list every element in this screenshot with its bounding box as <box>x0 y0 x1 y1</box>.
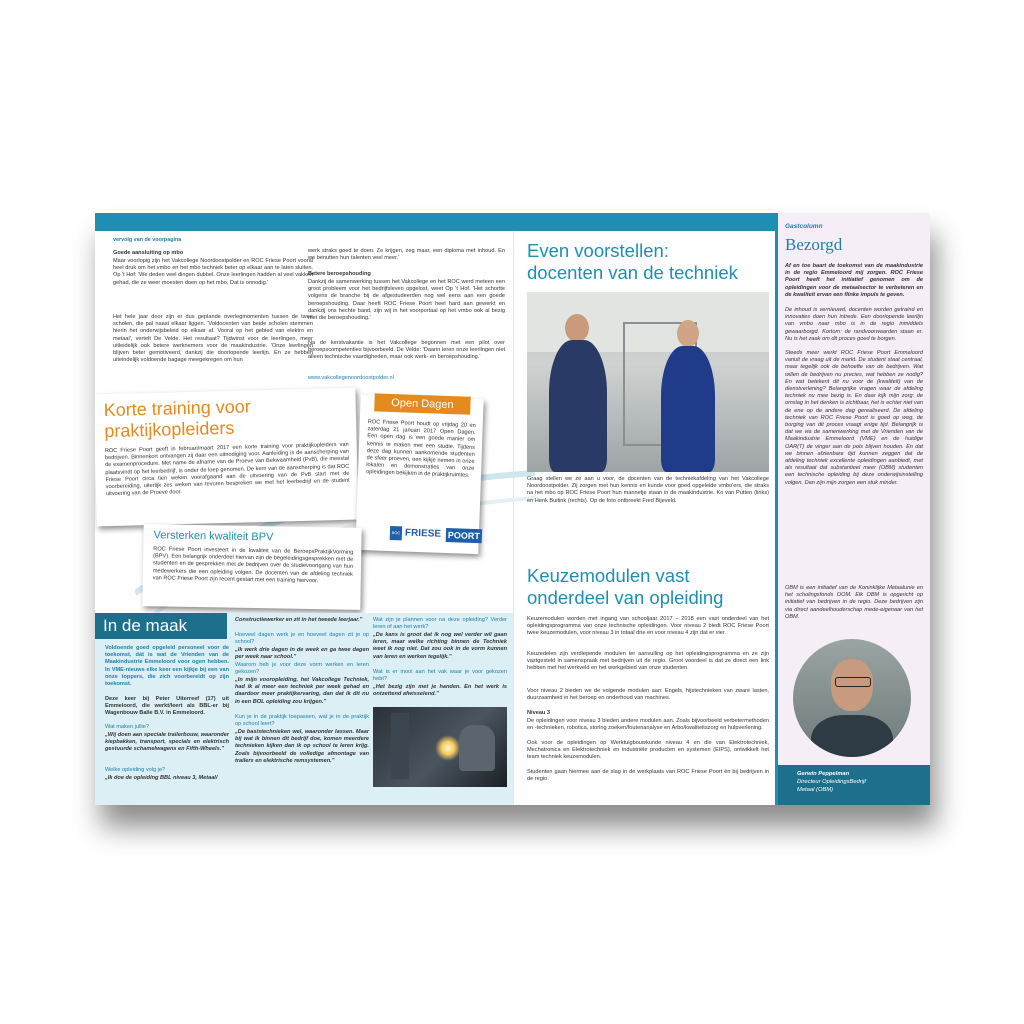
versterken-bpv-card <box>142 524 361 610</box>
keuze-title-line2: onderdeel van opleiding <box>527 587 724 608</box>
korte-title-line2: praktijkopleiders <box>104 417 235 442</box>
logo-friese-text: FRIESE <box>404 527 442 540</box>
answer-2: „Ik doe de opleiding BBL niveau 3, Metaal/ <box>105 775 218 781</box>
author-role-line2: Metaal (OBM) <box>797 787 834 793</box>
guest-intro: Af en toe baart de toekomst van de maakindustrie in de regio Emmeloord mij zorgen. ROC Friese Poort heeft het initiatief genomen om de opleidingen voor de metaalsector te verbeteren en de kwaliteit ervan een flinke impuls te geven. <box>785 263 923 298</box>
col1-heading: Goede aansluiting op mbo <box>113 250 184 256</box>
teacher-right-head <box>677 320 699 347</box>
teacher-right-body <box>661 346 715 472</box>
versterken-body: ROC Friese Poort investeert in de kwaliteit van de BeroepsPraktijkVorming (BPV). Een belangrijk onderdeel hiervan zijn de begeleidingsgesprekken met de studenten en de gesprekken met de bedrijven over de studievoortgang van hun medewerkers die een opleiding volgen. De docenten van de afdeling techniek van ROC Friese Poort zijn recent gestart met een training hiervoor. <box>152 546 354 584</box>
guest-title: Bezorgd <box>785 235 843 254</box>
col2-paragraph-1: werk straks goed te doen. Ze krijgen, zeg maar, een diploma met inhoud. En we benutten hun talenten veel meer.' <box>308 248 505 262</box>
author-glasses <box>835 677 871 687</box>
c2-answer-3: „De basistechnieken wel, waaronder lassen. Maar bij wat ik binnen dit bedrijf doe, komen meerdere technieken kijken dan ik op school te leren krijg. Zoals bijvoorbeeld de volledige afmontage van trailers en elektrische remsystemen." <box>235 729 369 764</box>
logo-poort-text: POORT <box>446 528 482 543</box>
c2-question-2: Waarom heb je voor deze vorm werken en leren gekozen? <box>235 662 369 676</box>
continued-label: vervolg van de voorpagina <box>113 237 182 243</box>
question-2: Welke opleiding volg je? <box>105 767 166 773</box>
keuze-paragraph-1: Keuzemodulen worden met ingang van schooljaar 2017 – 2018 een vast onderdeel van het opleidingsprogramma van onze technische opleidingen. Voor niveau 2 biedt ROC Friese Poort twee keuzemodulen, voor niveau 3 in totaal drie en voor niveau 4 zijn dat er vier. <box>527 616 769 637</box>
korte-training-card <box>95 388 359 527</box>
question-1: Wat maken jullie? <box>105 724 149 730</box>
c3-answer-2: „Het bezig zijn met je handen. En het werk is ontzettend afwisselend." <box>373 684 507 698</box>
author-shoulders <box>811 715 893 757</box>
welding-spark <box>435 735 461 761</box>
guest-kicker: Gastcolumn <box>785 223 823 230</box>
keuze-title-line1: Keuzemodulen vast <box>527 565 690 586</box>
c2-answer-0: Constructiewerker en zit in het tweede leerjaar." <box>235 617 363 623</box>
c2-answer-1: „Ik werk drie dagen in de week en ga twee dagen per week naar school." <box>235 647 369 661</box>
teacher-left-head <box>565 314 589 342</box>
guest-paragraph-3: Steeds meer werkt ROC Friese Poort Emmeloord vanuit de vraag uit de markt. De student staat centraal, maar tegelijk ook de behoefte van de bedrijven. Wat willen de bedrijven nu precies, wat hebben ze nodig? En wat betekent dit nu voor de (kwaliteit) van de dienstverlening? Belangrijke vragen waar de afdeling techniek nu mee bezig is. En daar kijk mijn zorg: de omslag in het denken is zichtbaar, het is echter niet van de ene op de andere dag gerealiseerd. De afdeling techniek van ROC Friese Poort is goed op weg, de borging van dit proces vraagt enige tijd. Belangrijk is dat we via de samenwerking met de Vrienden van de Maakindustrie Emmeloord (VME) en de huidige OAR(T) de vinger aan de pols blijven houden. En dat we binnen afzienbare tijd kunnen zeggen dat de afdeling techniek excellente opleidingen aanbiedt, met als resultaat dat substantieel meer (OBM) studenten een technische opleiding bij deze onderwijsinstelling volgen. Dan zijn mijn zorgen een stuk minder. <box>785 350 923 486</box>
website-link[interactable]: www.vakcollegenoordoostpolder.nl <box>308 375 394 381</box>
author-portrait <box>793 639 911 757</box>
open-dagen-card <box>355 395 483 554</box>
keuze-paragraph-3: Voor niveau 2 bieden we de volgende modulen aan: Engels, hijstechnieken van zware lasten, duurzaamheid in het beroep en onderhoud van machines. <box>527 688 769 702</box>
teachers-photo <box>527 292 769 472</box>
keuze-heading-niveau3: Niveau 3 <box>527 710 551 716</box>
col2-paragraph-3: Na de kerstvakantie is het Vakcollege begonnen met een pilot over beroepscompetenties bijvoorbeeld. De Velde: 'Daarin leren onze leerlingen niet alleen technische vaardigheden, maar ook werk- en beroepshouding.' <box>308 340 505 361</box>
author-role-line1: Directeur OpleidingsBedrijf <box>797 779 866 785</box>
col1-paragraph-1: Maar voorlopig zijn het Vakcollege Noordoostpolder en ROC Friese Poort vooral heel druk om het vmbo en het mbo techniek beter op elkaar aan te laten sluiten. Op 't Hof: 'We deden veel dingen dubbel. Onze leerlingen hadden al veel vakken gehad, die ze weer moesten doen op het mbo. Dat is onnodig.' <box>113 258 313 286</box>
c3-question-1: Wat zijn je plannen voor na deze opleiding? Verder leren of aan het werk? <box>373 617 507 631</box>
voorstellen-title-line1: Even voorstellen: <box>527 240 669 261</box>
guest-column-divider <box>775 213 778 805</box>
korte-body: ROC Friese Poort geeft in februari/maart 2017 een korte training voor praktijkopleiders van bedrijven. Binnenkort ontvangen zij daar een uitnodiging voor. Aanleiding is de aanscherping van de examenprocedure. Met name de afname van de Proeve van Bekwaamheid (PvB), die meestal plaatsvindt op het leerbedrijf, is onder de loep genomen. De kern van de aanscherping is dat ROC Friese Poort circa tien weken voorafgaand aan de uitvoering van de PvB start met de voorbereiding, uiterlijk zes weken van tevoren bespreken we met het leerbedrijf en de student uitvoering van de Proeve door. <box>104 441 350 498</box>
voorstellen-title-line2: docenten van de techniek <box>527 262 738 283</box>
keuze-paragraph-5: Ook voor de opleidingen op Werktuigbouwkunde niveau 4 en die van Elektrotechniek, Mechatronica en Elektrotechniek en industriële producten en systemen (EIPS), ontwikkelt het team techniek keuzemodulen. <box>527 740 769 761</box>
versterken-title: Versterken kwaliteit BPV <box>153 529 274 544</box>
guest-paragraph-2: De inhoud is vernieuwd, docenten worden getraind en innovaties doen hun intrede. Een doorlopende leerlijn van vmbo naar mbo is in de regio inmiddels gewaarborgd. Kortom: de randvoorwaarden staan er. Nu is het zaak om dit proces goed te borgen. <box>785 307 923 342</box>
in-de-maak-title: In de maak <box>103 616 188 635</box>
welding-machine-shape <box>391 713 409 779</box>
col2-paragraph-2: Dankzij de samenwerking tussen het Vakcollege en het ROC werd meteen een groot probleem voor het bedrijfsleven opgelost, weet Op 't Hof. 'Het schortte volgens de branche bij de afgestudeerden nog wel eens aan een goede beroepshouding. Daar heeft ROC Friese Poort heel hard aan gewerkt en dankzij ons hechte band, zijn wij in het voorportaal op het vmbo ook al bezig met die beroepshouding.' <box>308 279 505 322</box>
open-dagen-title: Open Dagen <box>374 393 471 414</box>
c2-question-1: Hoeveel dagen werk je en hoeveel dagen zit je op school? <box>235 632 369 646</box>
open-dagen-body: ROC Friese Poort houdt op vrijdag 20 en zaterdag 21 januari 2017 Open Dagen. Een open dag is een goede manier om kennis te maken met een studie. Tijdens deze dag kunnen aankomende studenten de sfeer proeven, een kijkje nemen in onze lokalen en demonstraties van onze opleidingen bekijken in de praktijkruimtes. <box>365 419 476 480</box>
c2-answer-2: „In mijn vooropleiding, het Vakcollege Techniek, had ik al meer een techniek per week gehad en daardoor meer praktijkervaring, dan dat ik dit nu in een BOL opleiding zou krijgen." <box>235 677 369 705</box>
teachers-caption: Graag stellen we ze aan u voor, de docenten van de techniekafdeling van het Vakcollege Noordoostpolder. Zij zorgen met hun kennis en kunde voor goed opgeleide vmbo'ers, die straks na het mbo op ROC Friese Poort hun mannetje staan in de maakindustrie. Ko van Putten (links) en Henk Buitink (rechts). Op de foto ontbreekt Fred Bijeveld. <box>527 476 769 504</box>
author-name: Gerwin Peppelman <box>797 771 850 777</box>
col2-heading: Betere beroepshouding <box>308 271 371 277</box>
keuze-paragraph-2: Keuzedelen zijn verdiepende modulen ter aanvulling op het opleidingsprogramma en ze zijn vastgesteld in samenspraak met bedrijven uit de regio. Groot voordeel is dat ze direct een link hebben met het werkveld en het werkgebied van onze studenten. <box>527 651 769 672</box>
c3-answer-1: „De kans is groot dat ik nog wel verder wil gaan leren, maar welke richting binnen de Techniek weet ik nog niet. Dat zou ook in de vorm kunnen van leren en werken tegelijk." <box>373 632 507 660</box>
magazine-spread <box>95 213 930 805</box>
korte-title-line1: Korte training voor <box>103 396 252 421</box>
keuze-paragraph-4: De opleidingen voor niveau 3 bieden andere modulen aan. Zoals bijvoorbeeld verbetermethoden en -technieken, robotica, storing zoeken/foutenanalyse en Arbo/kwaliteitszorg en hulpverlening. <box>527 718 769 732</box>
in-de-maak-lead: Deze keer bij Peter Uiterreef (17) uit Emmeloord, die werkt/leert als BBL-er bij Wagenbouw Balle B.V. in Emmeloord. <box>105 696 229 717</box>
c3-question-2: Wat is er mooi aan het vak waar je voor gekozen hebt? <box>373 669 507 683</box>
top-color-bar <box>95 213 775 231</box>
answer-1: „Wij doen aan speciale trailerbouw, waaronder kiepbakken, transport, specials en elektrisch gestuurde schamelwagens en Fifth-Wheels." <box>105 732 229 753</box>
welding-photo <box>373 707 507 787</box>
col1-paragraph-2: Het hele jaar door zijn er dus geplande overlegmomenten tussen de twee scholen, die pal naast elkaar liggen. 'Voldocenten van beide scholen stemmen hierin het onderwijsbeleid op elkaar af. Vooral op het gebied van elektro en metaal', vertelt De Velde. Het resultaat? Tijdwinst voor de leerlingen, meer uitleidelijk ook betere werknemers voor de maakindustrie. 'Onze leerlingen blijven beter gemotiveerd, dankzij die doorlopende leerlijn. En ze hebben uiteindelijk voldoende bagage meegekregen om hun <box>113 314 313 364</box>
in-de-maak-intro: Voldoende goed opgeleid personeel voor de toekomst, dát is wat de Vrienden van de Maakindustrie Emmeloord voor ogen hebben. In VME-nieuws elke keer een kijkje bij een van onze toppers, die zich voorbereidt op zijn toekomst. <box>105 645 229 688</box>
logo-roc-mark: ROC <box>390 526 402 540</box>
teacher-left-body <box>549 340 607 472</box>
keuze-paragraph-6: Studenten gaan hiermee aan de slag in de werkplaats van ROC Friese Poort én bij bedrijven in de regio. <box>527 769 769 783</box>
friese-poort-logo <box>390 522 481 547</box>
welder-figure <box>459 725 495 771</box>
c2-question-3: Kun je in de praktijk toepassen, wat je in de praktijk op school leert? <box>235 714 369 728</box>
guest-paragraph-4: OBM is een initiatief van de Koninklijke Metaalunie en het scholingsfonds OOM. Elk OBM is opgericht op initiatief van bedrijven in de regio. Deze bedrijven zijn via direct aandeelhouderschap mede-eigenaar van het OBM. <box>785 585 923 620</box>
